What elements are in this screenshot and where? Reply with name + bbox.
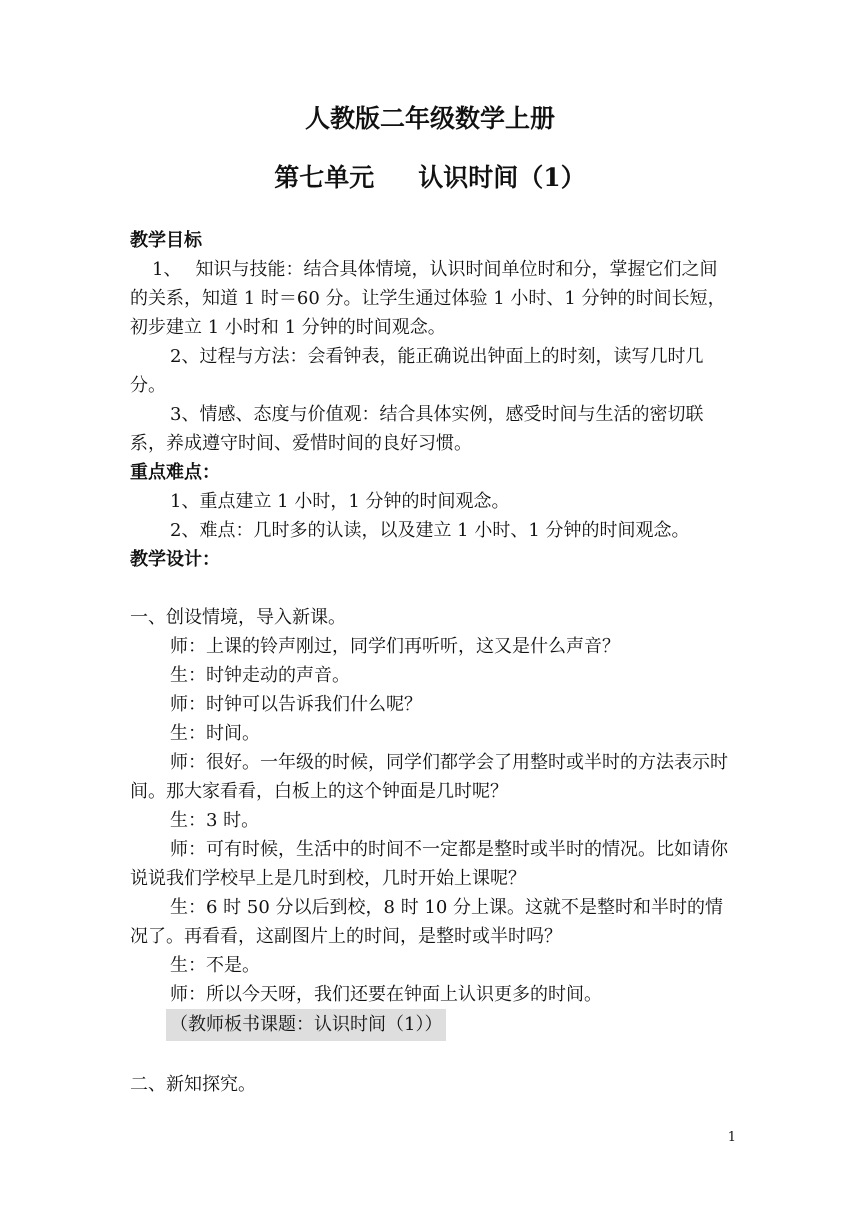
objective-item-2: 2、过程与方法：会看钟表，能正确说出钟面上的时刻，读写几时几分。	[130, 346, 704, 396]
page-number: 1	[727, 1130, 736, 1145]
dialogue-line: 生：6 时 50 分以后到校，8 时 10 分上课。这就不是整时和半时的情况了。再看看，这副图片上的时间，是整时或半时吗？	[130, 897, 724, 947]
dialogue-line: 生：3 时。	[170, 810, 260, 831]
section-2-title: 二、新知探究。	[130, 1074, 256, 1095]
design-heading: 教学设计：	[130, 549, 220, 570]
section-1-title: 一、创设情境，导入新课。	[130, 607, 346, 628]
unit-topic: 认识时间（1）	[418, 163, 586, 192]
board-note: （教师板书课题：认识时间（1））	[166, 1009, 446, 1041]
spacer	[130, 574, 730, 603]
key-point-item-1: 1、重点建立 1 小时，1 分钟的时间观念。	[170, 491, 510, 512]
unit-title	[0, 163, 860, 193]
dialogue-line: 师：时钟可以告诉我们什么呢？	[170, 694, 422, 715]
dialogue-line: 师：所以今天呀，我们还要在钟面上认识更多的时间。	[170, 984, 602, 1005]
key-point-item-2: 2、难点：几时多的认读，以及建立 1 小时、1 分钟的时间观念。	[170, 520, 690, 541]
objective-item-1-text: 知识与技能：结合具体情境，认识时间单位时和分，掌握它们之间的关系，知道 1 时＝60 分。让学生通过体验 1 小时、1 分钟的时间长短，初步建立 1 小时和 1 分钟的时间观念。	[130, 259, 726, 338]
objective-item-1	[130, 255, 730, 342]
dialogue-line: 生：不是。	[170, 955, 260, 976]
dialogue-line: 师：可有时候，生活中的时间不一定都是整时或半时的情况。比如请你说说我们学校早上是几时到校，几时开始上课呢？	[130, 839, 728, 889]
spacer	[130, 1041, 730, 1070]
dialogue-line: 生：时间。	[170, 723, 260, 744]
key-points-heading: 重点难点：	[130, 462, 220, 483]
document-title: 人教版二年级数学上册	[304, 104, 555, 133]
board-note-line	[130, 1009, 730, 1041]
dialogue-line: 生：时钟走动的声音。	[170, 665, 350, 686]
dialogue-line: 师：上课的铃声刚过，同学们再听听，这又是什么声音？	[170, 636, 620, 657]
objective-item-1-number: 1、	[152, 259, 182, 280]
objective-item-3: 3、情感、态度与价值观：结合具体实例，感受时间与生活的密切联系，养成遵守时间、爱惜时间的良好习惯。	[130, 404, 704, 454]
dialogue-line: 师：很好。一年级的时候，同学们都学会了用整时或半时的方法表示时间。那大家看看，白板上的这个钟面是几时呢？	[130, 752, 728, 802]
document-body	[130, 226, 730, 1099]
objectives-heading: 教学目标	[130, 230, 202, 251]
unit-label: 第七单元	[274, 163, 375, 192]
